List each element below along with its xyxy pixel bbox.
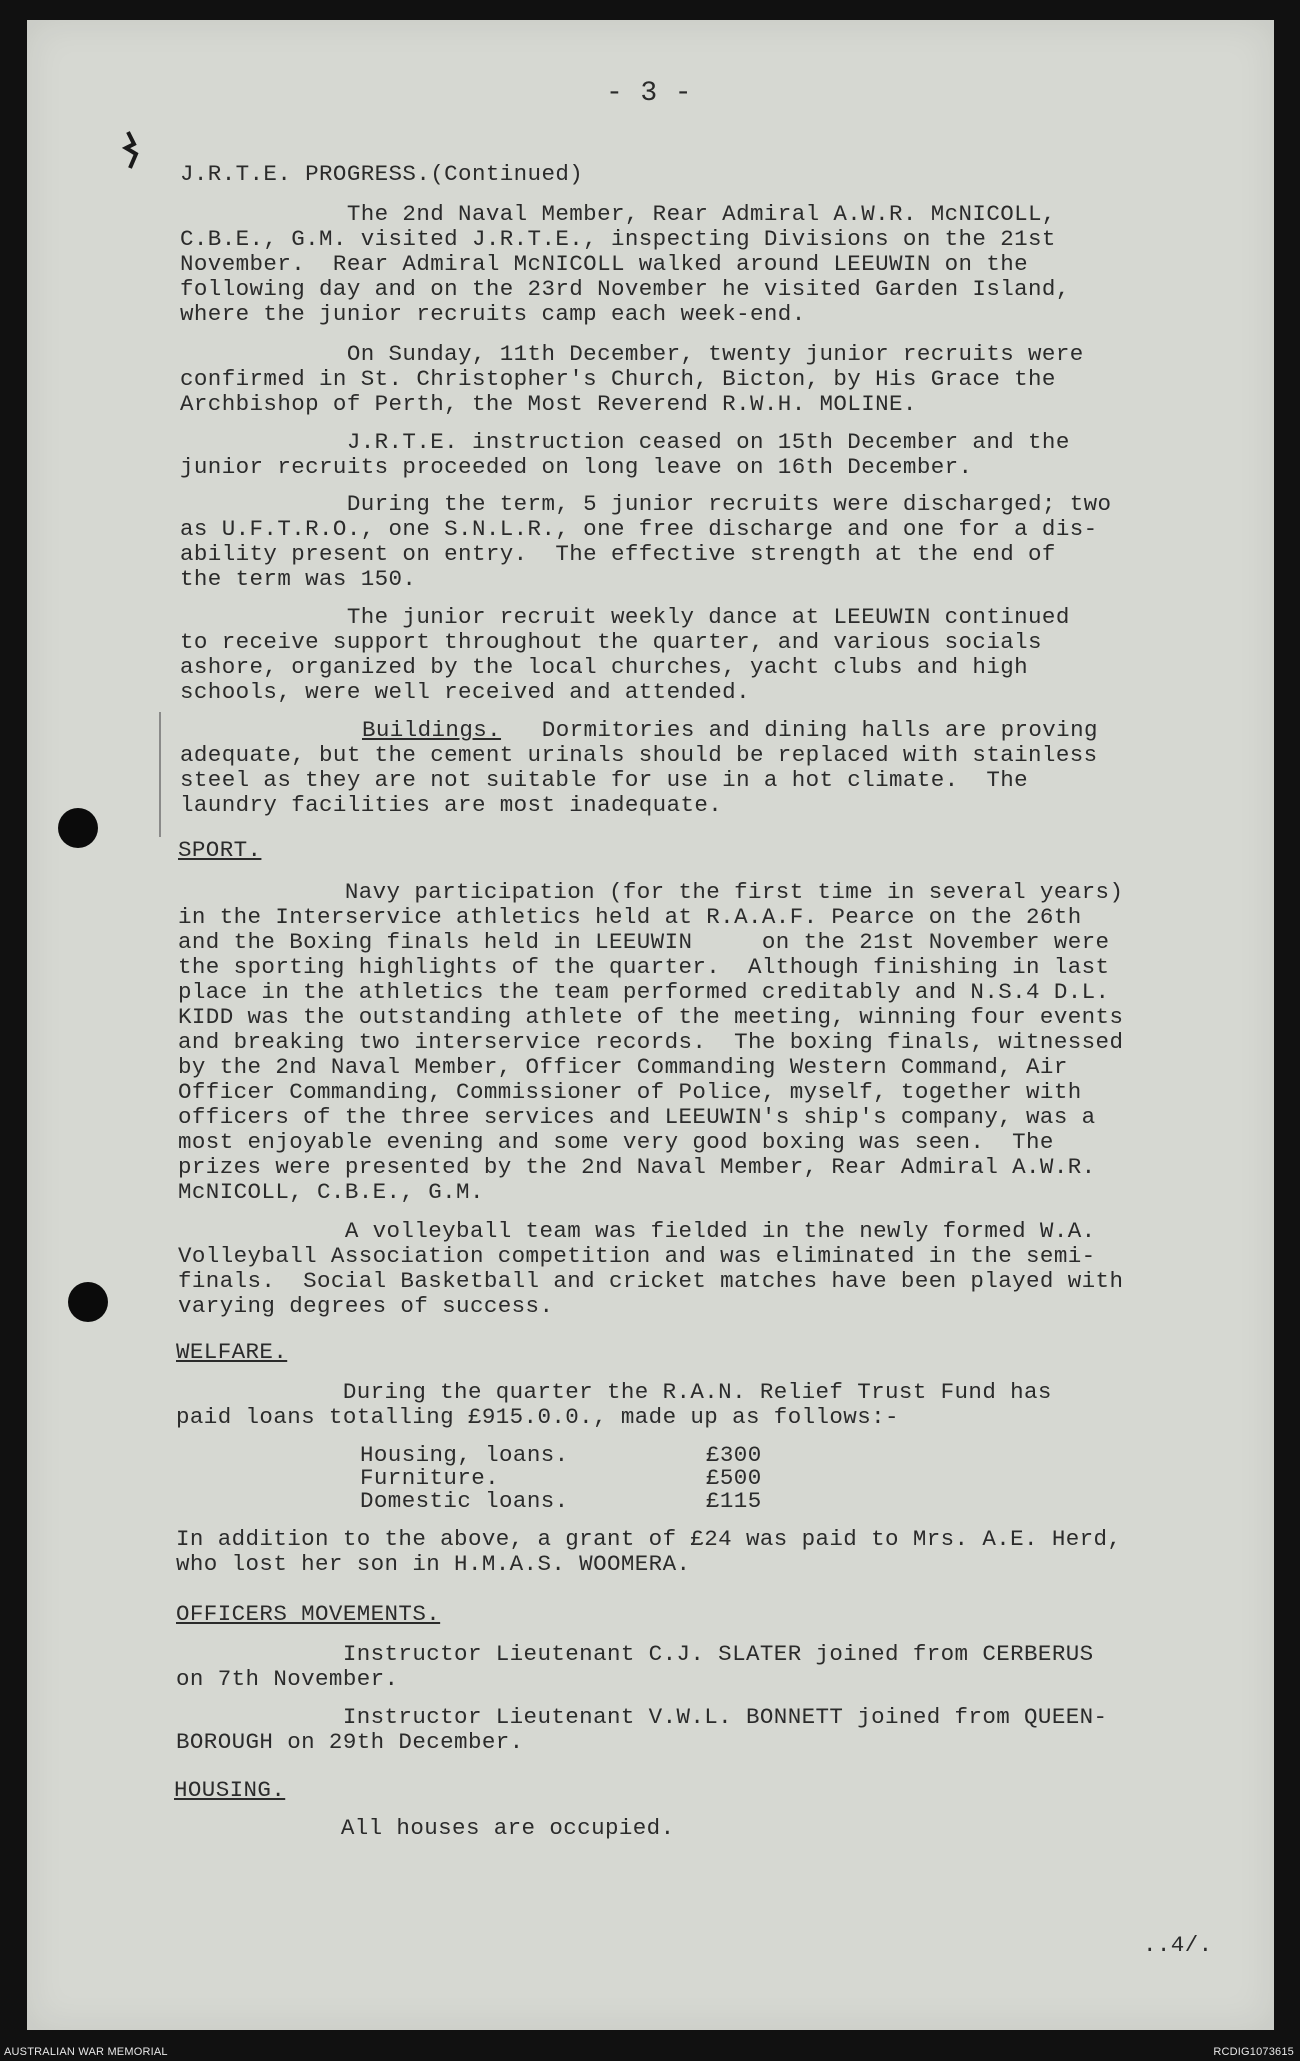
paragraph-line: most enjoyable evening and some very good boxing was seen. The [178,1129,1054,1155]
paragraph-line: Officer Commanding, Commissioner of Police, myself, together with [178,1079,1082,1105]
paragraph-line: Volleyball Association competition and was eliminated in the semi- [178,1243,1096,1269]
loan-label: Domestic loans. [360,1488,569,1514]
paragraph-line: adequate, but the cement urinals should be replaced with stainless [180,742,1098,768]
section-jrte-title: J.R.T.E. PROGRESS.(Continued) [180,161,584,187]
paragraph-line: paid loans totalling £915.0.0., made up as follows:- [176,1404,899,1430]
buildings-label: Buildings. [362,717,502,743]
paragraph-line: November. Rear Admiral McNICOLL walked around LEEUWIN on the [180,251,1029,277]
paragraph-line: Archbishop of Perth, the Most Reverend R.W.H. MOLINE. [180,391,917,417]
paragraph-line: finals. Social Basketball and cricket matches have been played with [178,1268,1124,1294]
paragraph-line: place in the athletics the team performed creditably and N.S.4 D.L. [178,979,1110,1005]
paragraph-line: Instructor Lieutenant V.W.L. BONNETT joined from QUEEN- [176,1704,1108,1730]
paragraph-line: to receive support throughout the quarter, and various socials [180,629,1042,655]
footer-bar [0,2045,1300,2061]
paragraph-line: confirmed in St. Christopher's Church, Bicton, by His Grace the [180,366,1056,392]
paragraph-line: steel as they are not suitable for use in a hot climate. The [180,767,1029,793]
punch-hole-bottom [68,1282,108,1322]
paragraph-line: The junior recruit weekly dance at LEEUWIN continued [180,604,1070,630]
paragraph-line: During the term, 5 junior recruits were discharged; two [180,491,1112,517]
paragraph-line: In addition to the above, a grant of £24 was paid to Mrs. A.E. Herd, [176,1526,1122,1552]
paragraph-line: schools, were well received and attended. [180,679,750,705]
paragraph-line: and the Boxing finals held in LEEUWIN on the 21st November were [178,929,1110,955]
paragraph-line: Navy participation (for the first time in several years) [178,879,1124,905]
section-sport-title: SPORT. [178,837,262,863]
paragraph-line: ability present on entry. The effective strength at the end of [180,541,1056,567]
loan-amount: £300 [706,1442,762,1468]
staple-mark-icon [120,130,142,170]
paragraph-line: On Sunday, 11th December, twenty junior recruits were [180,341,1084,367]
loan-amount: £115 [706,1488,762,1514]
paragraph-line: where the junior recruits camp each week-end. [180,301,806,327]
paragraph-line: J.R.T.E. instruction ceased on 15th December and the [180,429,1070,455]
paragraph-line: Instructor Lieutenant C.J. SLATER joined from CERBERUS [176,1641,1094,1667]
loan-label: Housing, loans. [360,1442,569,1468]
paragraph-line: KIDD was the outstanding athlete of the meeting, winning four events [178,1004,1124,1030]
paragraph-line: the term was 150. [180,566,417,592]
paragraph-line: Dormitories and dining halls are proving [514,717,1098,743]
section-housing-title: HOUSING. [174,1777,286,1803]
paragraph-line: The 2nd Naval Member, Rear Admiral A.W.R. McNICOLL, [180,201,1056,227]
page-number: - 3 - [606,78,693,109]
paragraph-line: who lost her son in H.M.A.S. WOOMERA. [176,1551,691,1577]
footer-archive-name: AUSTRALIAN WAR MEMORIAL [4,2046,168,2058]
section-officers-title: OFFICERS MOVEMENTS. [176,1601,441,1627]
footer-record-id: RCDIG1073615 [1213,2046,1294,2058]
punch-hole-top [58,808,98,848]
paragraph-line: as U.F.T.R.O., one S.N.L.R., one free discharge and one for a dis- [180,516,1098,542]
paragraph-line: varying degrees of success. [178,1293,554,1319]
paragraph-line: laundry facilities are most inadequate. [180,792,723,818]
paragraph-line: C.B.E., G.M. visited J.R.T.E., inspecting Divisions on the 21st [180,226,1056,252]
paragraph-line: A volleyball team was fielded in the newly formed W.A. [178,1218,1096,1244]
loan-amount: £500 [706,1465,762,1491]
paragraph-line: the sporting highlights of the quarter. Although finishing in last [178,954,1110,980]
paragraph-line: junior recruits proceeded on long leave on 16th December. [180,454,973,480]
paragraph-line: officers of the three services and LEEUWIN's ship's company, was a [178,1104,1096,1130]
paragraph-line: BOROUGH on 29th December. [176,1729,524,1755]
paragraph-line: ashore, organized by the local churches, yacht clubs and high [180,654,1029,680]
section-welfare-title: WELFARE. [176,1339,288,1365]
paragraph-line: During the quarter the R.A.N. Relief Trust Fund has [176,1379,1052,1405]
continuation-mark: ..4/. [1143,1932,1213,1958]
paragraph-line: McNICOLL, C.B.E., G.M. [178,1179,484,1205]
paragraph-line: All houses are occupied. [174,1815,675,1841]
paragraph-line: on 7th November. [176,1666,399,1692]
loan-label: Furniture. [360,1465,500,1491]
margin-mark [159,712,161,837]
paragraph-line: and breaking two interservice records. The boxing finals, witnessed [178,1029,1124,1055]
paragraph-line: by the 2nd Naval Member, Officer Commanding Western Command, Air [178,1054,1068,1080]
paragraph-line: following day and on the 23rd November he visited Garden Island, [180,276,1070,302]
paragraph-line: in the Interservice athletics held at R.A.A.F. Pearce on the 26th [178,904,1082,930]
paragraph-line: prizes were presented by the 2nd Naval Member, Rear Admiral A.W.R. [178,1154,1096,1180]
